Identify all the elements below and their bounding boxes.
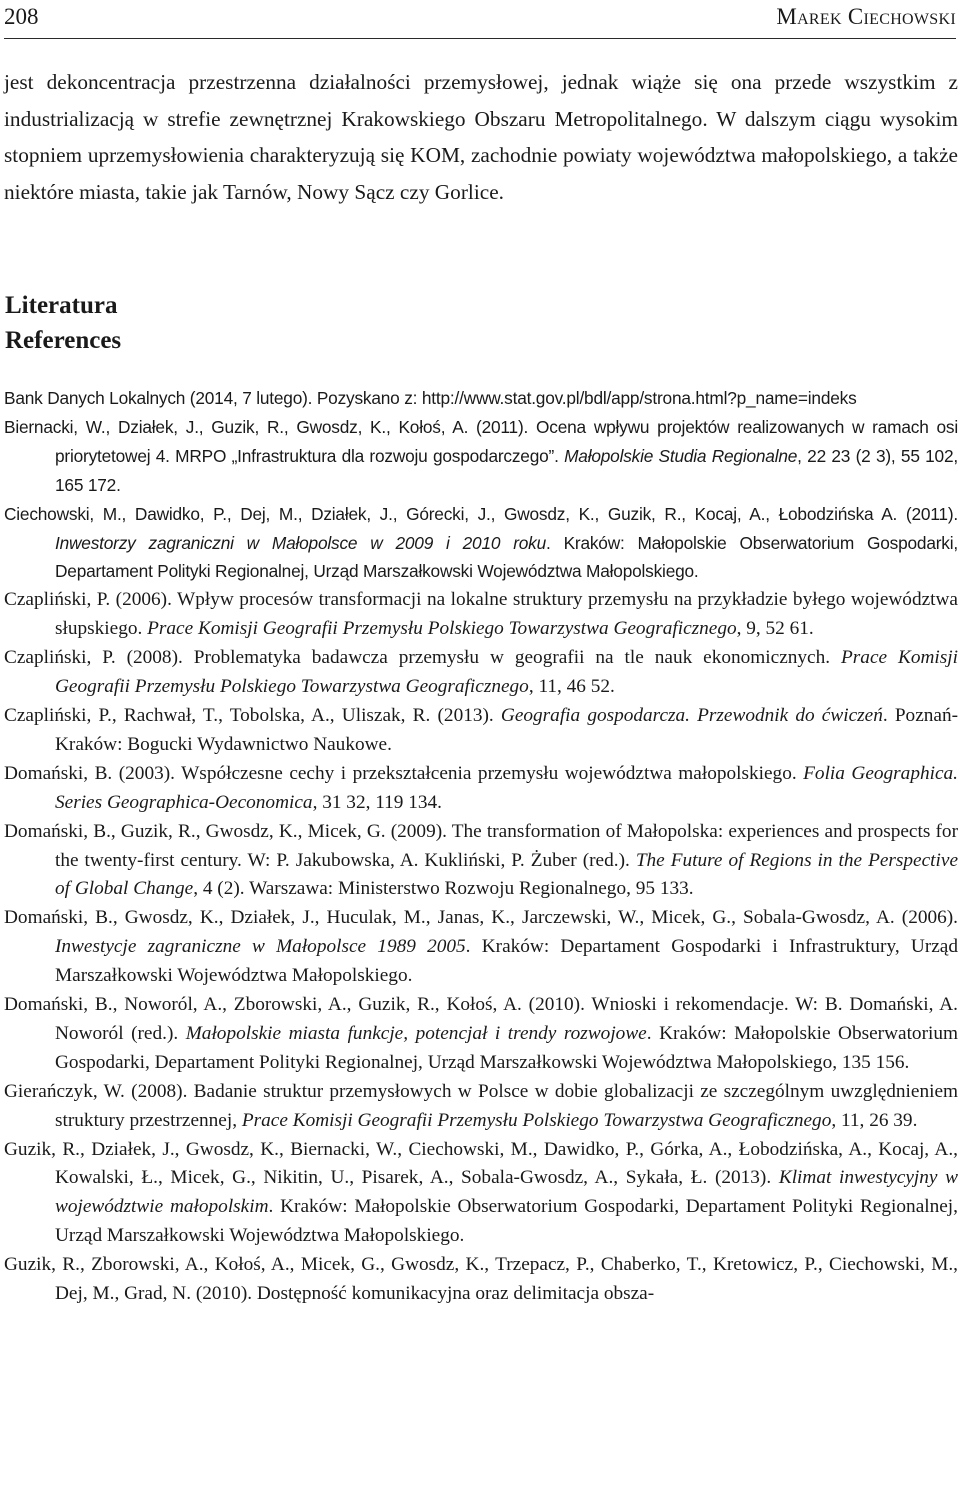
reference-text: Domański, B., Guzik, R., Gwosdz, K., Micek, G. (2009). The transformation of Małopolska: experiences and prospects for the twenty-first century. W: P. Jakubowska, A. Kukliński, P. Żuber (red.).	[4, 820, 958, 871]
reference-details: . Kraków: Małopolskie Obserwatorium Gospodarki, Departament Polityki Regionalnej, Urząd Marszałkowski Województwa Małopolskiego.	[55, 532, 958, 582]
section-heading-pl: Literatura	[5, 292, 118, 319]
reference-item	[4, 702, 958, 760]
reference-title: Prace Komisji Geografii Przemysłu Polskiego Towarzystwa Geograficznego	[147, 618, 737, 640]
reference-item	[4, 1136, 958, 1252]
reference-title: Małopolskie miasta funkcje, potencjał i trendy rozwojowe	[185, 1022, 647, 1044]
reference-title: Prace Komisji Geografii Przemysłu Polskiego Towarzystwa Geograficznego	[55, 647, 958, 698]
reference-details: , 9, 52 61.	[736, 618, 814, 640]
reference-title: Małopolskie Studia Regionalne	[564, 445, 798, 466]
reference-item	[4, 586, 958, 644]
running-header	[4, 0, 956, 39]
reference-text: Czapliński, P. (2008). Problematyka badawcza przemysłu w geografii na tle nauk ekonomicznych.	[4, 647, 842, 669]
reference-text: Domański, B., Gwosdz, K., Działek, J., Huculak, M., Janas, K., Jarczewski, W., Micek, G., Sobala-Gwosdz, A. (2006).	[4, 907, 958, 929]
reference-item	[4, 384, 958, 413]
reference-text: Guzik, R., Zborowski, A., Kołoś, A., Micek, G., Gwosdz, K., Trzepacz, P., Chaberko, T., Kretowicz, P., Ciechowski, M., Dej, M., Grad, N. (2010). Dostępność komunikacyjna oraz delimitacja obsza-	[4, 1254, 958, 1305]
reference-details: , 11, 46 52.	[528, 676, 615, 698]
reference-item	[4, 1078, 958, 1136]
reference-item	[4, 991, 958, 1078]
reference-details: . Kraków: Małopolskie Obserwatorium Gospodarki, Departament Polityki Regionalnej, Urząd Marszałkowski Województwa Małopolskiego.	[55, 1196, 958, 1247]
reference-title: Folia Geographica. Series Geographica-Oeconomica	[55, 762, 958, 813]
reference-item	[4, 760, 958, 818]
reference-text: Czapliński, P., Rachwał, T., Tobolska, A., Uliszak, R. (2013).	[4, 704, 501, 726]
reference-item	[4, 1251, 958, 1309]
reference-title: Prace Komisji Geografii Przemysłu Polskiego Towarzystwa Geograficznego	[241, 1109, 832, 1131]
reference-details: , 4 (2). Warszawa: Ministerstwo Rozwoju Regionalnego, 95 133.	[193, 878, 694, 900]
reference-list	[4, 384, 958, 1309]
reference-text: Biernacki, W., Działek, J., Guzik, R., Gwosdz, K., Kołoś, A. (2011). Ocena wpływu projektów realizowanych w ramach osi priorytetowej 4. MRPO „Infrastruktura dla rozwoju gospodarczego”.	[4, 416, 958, 466]
reference-details: , 11, 26 39.	[831, 1109, 918, 1131]
reference-text: Ciechowski, M., Dawidko, P., Dej, M., Działek, J., Górecki, J., Gwosdz, K., Guzik, R., Kocaj, A., Łobodzińska A. (2011).	[4, 503, 958, 524]
reference-title: Inwestorzy zagraniczni w Małopolsce w 2009 i 2010 roku	[55, 532, 547, 553]
reference-text: Domański, B. (2003). Współczesne cechy i przekształcenia przemysłu województwa małopolskiego.	[4, 762, 804, 784]
reference-title: Klimat inwestycyjny w województwie małopolskim	[55, 1167, 958, 1218]
reference-text: Domański, B., Noworól, A., Zborowski, A., Guzik, R., Kołoś, A. (2010). Wnioski i rekomendacje. W: B. Domański, A. Noworól (red.).	[4, 994, 958, 1044]
reference-title: Inwestycje zagraniczne w Małopolsce 1989 2005	[55, 936, 466, 958]
reference-item	[4, 644, 958, 702]
reference-title: Geografia gospodarcza. Przewodnik do ćwiczeń	[500, 704, 883, 726]
reference-text: Gierańczyk, W. (2008). Badanie struktur przemysłowych w Polsce w dobie globalizacji ze szczególnym uwzględnieniem struktury przestrzennej,	[4, 1080, 958, 1131]
reference-details: , 22 23 (2 3), 55 102, 165 172.	[55, 445, 958, 495]
reference-text: Guzik, R., Działek, J., Gwosdz, K., Biernacki, W., Ciechowski, M., Dawidko, P., Górka, A., Łobodzińska, A., Kocaj, A., Kowalski, Ł., Micek, G., Nikitin, U., Pisarek, A., Sobala-Gwosdz, A., Sykała, Ł. (2013).	[4, 1138, 958, 1189]
reference-details: , 31 32, 119 134.	[312, 791, 442, 813]
reference-title: The Future of Regions in the Perspective of Global Change	[55, 849, 959, 900]
intro-paragraph: jest dekoncentracja przestrzenna działalności przemysłowej, jednak wiąże się ona przede wszystkim z industrializacją w strefie zewnętrznej Krakowskiego Obszaru Metropolitalnego. W dalszym ciągu wysokim stopniem uprzemysłowienia charakteryzują się KOM, zachodnie powiaty województwa małopolskiego, a także niektóre miasta, takie jak Tarnów, Nowy Sącz czy Gorlice.	[4, 70, 958, 204]
page-number: 208	[4, 4, 39, 29]
reference-details: . Kraków: Departament Gospodarki i Infrastruktury, Urząd Marszałkowski Województwa Małopolskiego.	[55, 936, 958, 987]
reference-details: . Kraków: Małopolskie Obserwatorium Gospodarki, Departament Polityki Regionalnej, Urząd Marszałkowski Województwa Małopolskiego, 135 156.	[55, 1022, 958, 1073]
reference-text: Czapliński, P. (2006). Wpływ procesów transformacji na lokalne struktury przemysłu na przykładzie byłego województwa słupskiego.	[4, 589, 958, 640]
reference-text[interactable]: Bank Danych Lokalnych (2014, 7 lutego). Pozyskano z: http://www.stat.gov.pl/bdl/app/strona.html?p_name=indeks	[4, 388, 857, 408]
running-author: Marek Ciechowski	[776, 4, 956, 29]
reference-item	[4, 904, 958, 991]
section-heading-en: References	[5, 327, 122, 354]
reference-details: . Poznań-Kraków: Bogucki Wydawnictwo Naukowe.	[55, 704, 959, 755]
reference-item	[4, 818, 958, 905]
reference-item	[4, 500, 958, 587]
reference-item	[4, 413, 958, 500]
